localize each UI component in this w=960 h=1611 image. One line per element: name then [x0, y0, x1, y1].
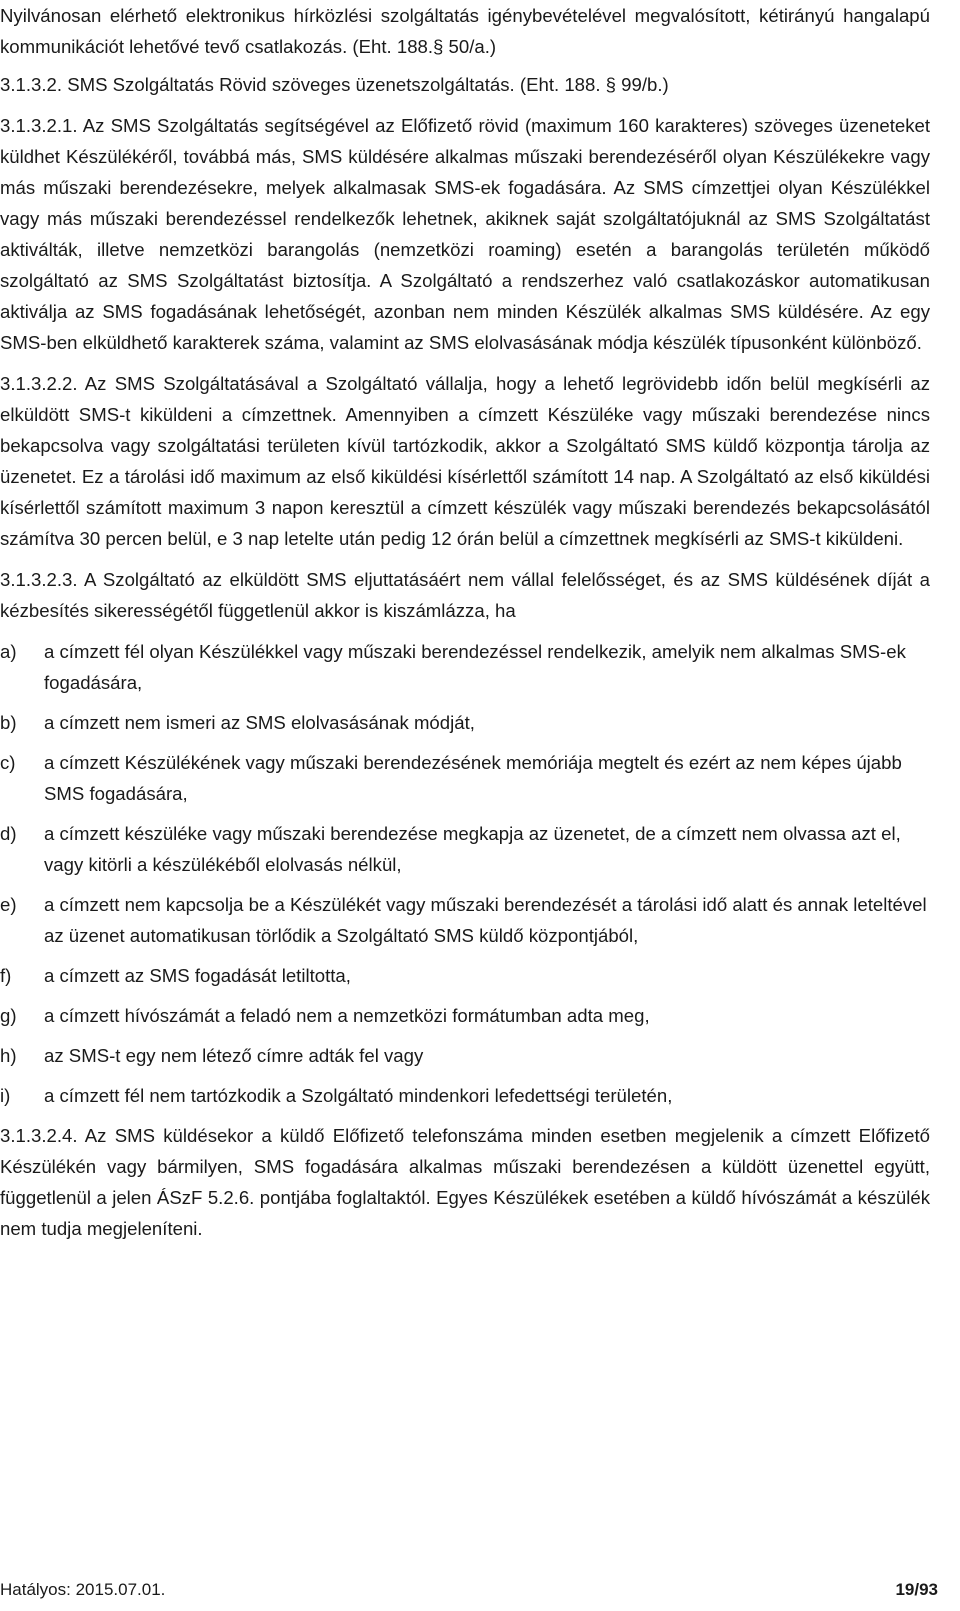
list-item-text: a címzett fél nem tartózkodik a Szolgáltató mindenkori lefedettségi területén,	[44, 1085, 673, 1106]
list-marker: g)	[0, 1005, 17, 1026]
list-item-text: a címzett nem ismeri az SMS elolvasásának módját,	[44, 712, 475, 733]
list-item	[0, 707, 930, 738]
condition-list	[0, 636, 930, 1111]
section-heading: 3.1.3.2. SMS Szolgáltatás Rövid szöveges üzenetszolgáltatás. (Eht. 188. § 99/b.)	[0, 74, 669, 95]
list-marker: f)	[0, 965, 12, 986]
list-item	[0, 818, 930, 880]
list-item-text: a címzett fél olyan Készülékkel vagy műszaki berendezéssel rendelkezik, amelyik nem alkalmas SMS-ek fogadására,	[44, 641, 906, 693]
page-number: 19/93	[895, 1580, 938, 1599]
paragraph-3-1-3-2-2: 3.1.3.2.2. Az SMS Szolgáltatásával a Szolgáltató vállalja, hogy a lehető legrövidebb időn belül megkísérli az elküldött SMS-t kiküldeni a címzettnek. Amennyiben a címzett Készüléke vagy műszaki berendezése nincs bekapcsolva vagy szolgáltatási területen kívül tartózkodik, akkor a Szolgáltató SMS küldő központja tárolja az üzenetet. Ez a tárolási idő maximum az első kiküldési kísérlettől számított 14 nap. A Szolgáltató az első kiküldési kísérlettől számított maximum 3 napon keresztül a címzett készülék vagy műszaki berendezés bekapcsolásától számítva 30 percen belül, e 3 nap letelte után pedig 12 órán belül a címzettnek megkísérli az SMS-t kiküldeni.	[0, 373, 930, 549]
list-item-text: a címzett Készülékének vagy műszaki berendezésének memóriája megtelt és ezért az nem képes újabb SMS fogadására,	[44, 752, 902, 804]
list-item	[0, 1000, 930, 1031]
page-footer	[0, 1578, 938, 1602]
list-marker: c)	[0, 752, 16, 773]
list-marker: a)	[0, 641, 17, 662]
list-item-text: a címzett nem kapcsolja be a Készülékét vagy műszaki berendezését a tárolási idő alatt és annak leteltével az üzenet automatikusan törlődik a Szolgáltató SMS küldő központjából,	[44, 894, 927, 946]
list-item	[0, 747, 930, 809]
list-item-text: a címzett hívószámát a feladó nem a nemzetközi formátumban adta meg,	[44, 1005, 650, 1026]
paragraph-3-1-3-2-3: 3.1.3.2.3. A Szolgáltató az elküldött SMS eljuttatásáért nem vállal felelősséget, és az SMS küldésének díját a kézbesítés sikerességétől függetlenül akkor is kiszámlázza, ha	[0, 569, 930, 621]
list-item	[0, 889, 930, 951]
paragraph-3-1-3-2-4: 3.1.3.2.4. Az SMS küldésekor a küldő Előfizető telefonszáma minden esetben megjelenik a címzett Előfizető Készülékén vagy bármilyen, SMS fogadására alkalmas műszaki berendezésen a küldött üzenettel együtt, függetlenül a jelen ÁSzF 5.2.6. pontjába foglaltaktól. Egyes Készülékek esetében a küldő hívószámát a készülék nem tudja megjeleníteni.	[0, 1125, 930, 1239]
list-item-text: az SMS-t egy nem létező címre adták fel vagy	[44, 1045, 424, 1066]
list-marker: i)	[0, 1085, 11, 1106]
list-item	[0, 1080, 930, 1111]
list-marker: b)	[0, 712, 17, 733]
list-item	[0, 960, 930, 991]
list-marker: e)	[0, 894, 17, 915]
list-item	[0, 636, 930, 698]
list-item	[0, 1040, 930, 1071]
effective-date: Hatályos: 2015.07.01.	[0, 1580, 166, 1599]
intro-paragraph: Nyilvánosan elérhető elektronikus hírközlési szolgáltatás igénybevételével megvalósított, kétirányú hangalapú kommunikációt lehetővé tevő csatlakozás. (Eht. 188.§ 50/a.)	[0, 5, 930, 57]
paragraph-3-1-3-2-1: 3.1.3.2.1. Az SMS Szolgáltatás segítségével az Előfizető rövid (maximum 160 karakteres) szöveges üzeneteket küldhet Készülékéről, továbbá más, SMS küldésére alkalmas műszaki berendezéséről olyan Készülékekre vagy más műszaki berendezésekre, melyek alkalmasak SMS-ek fogadására. Az SMS címzettjei olyan Készülékkel vagy más műszaki berendezéssel rendelkezők lehetnek, akiknek saját szolgáltatójuknál az SMS Szolgáltatást aktiválták, illetve nemzetközi barangolás (nemzetközi roaming) esetén a barangolás területén működő szolgáltató az SMS Szolgáltatást biztosítja. A Szolgáltató a rendszerhez való csatlakozáskor automatikusan aktiválja az SMS fogadásának lehetőségét, azonban nem minden Készülék alkalmas SMS küldésére. Az egy SMS-ben elküldhető karakterek száma, valamint az SMS elolvasásának módja készülék típusonként különböző.	[0, 115, 930, 353]
list-marker: h)	[0, 1045, 17, 1066]
list-item-text: a címzett az SMS fogadását letiltotta,	[44, 965, 351, 986]
list-item-text: a címzett készüléke vagy műszaki berendezése megkapja az üzenetet, de a címzett nem olvassa azt el, vagy kitörli a készülékéből elolvasás nélkül,	[44, 823, 901, 875]
list-marker: d)	[0, 823, 17, 844]
